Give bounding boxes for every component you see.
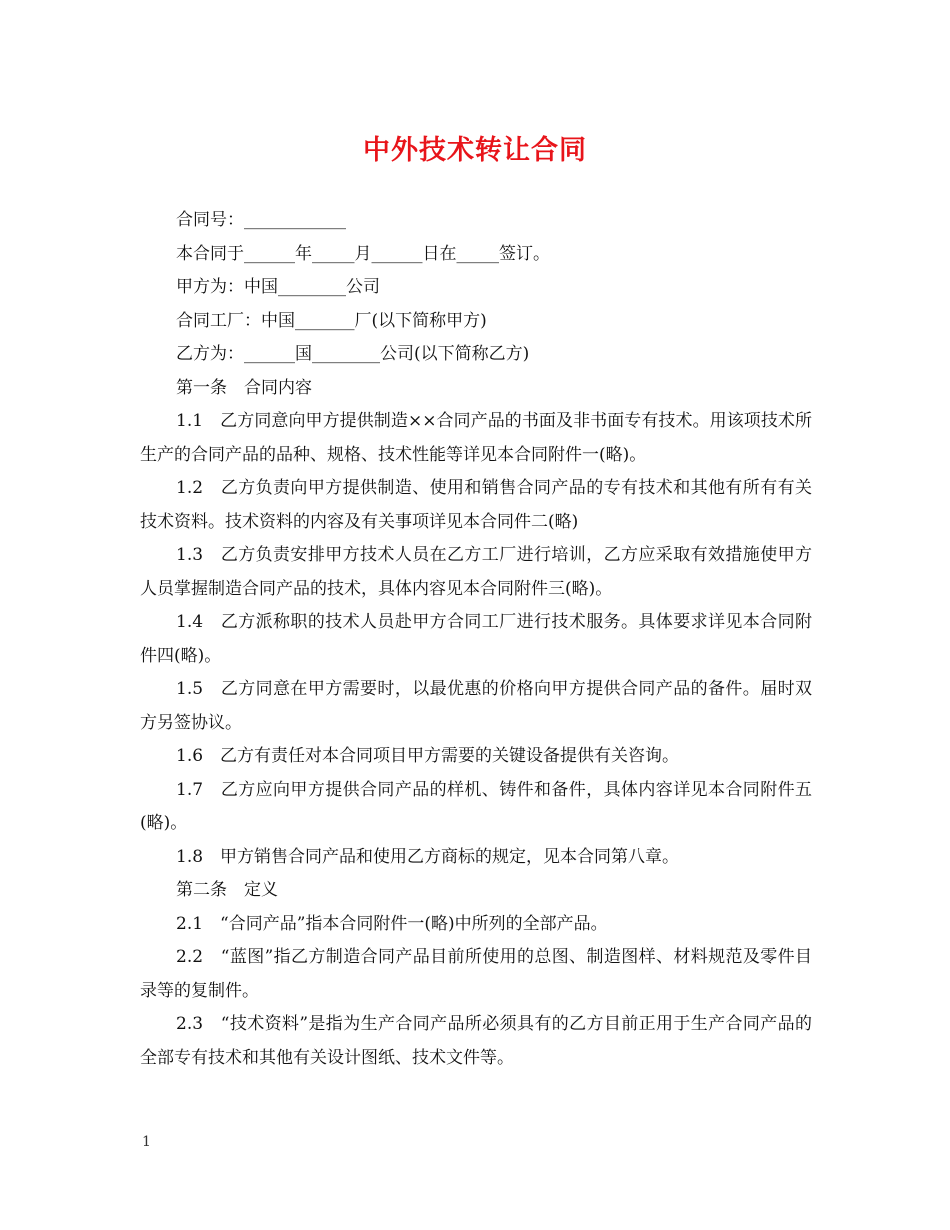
page-number: 1 (142, 1134, 151, 1150)
contract-factory-line: 合同工厂：中国_______厂(以下简称甲方) (176, 310, 487, 331)
clause-2-3: 2.3 “技术资料”是指为生产合同产品所必须具有的乙方目前正用于生产合同产品的全部专有技术和其他有关设计图纸、技术文件等。 (140, 1014, 812, 1068)
clause-1-1: 1.1 乙方同意向甲方提供制造××合同产品的书面及非书面专有技术。用该项技术所生产的合同产品的品种、规格、技术性能等详见本合同附件一(略)。 (140, 411, 812, 465)
party-a-line: 甲方为：中国________公司 (176, 277, 380, 297)
clause-1-7: 1.7 乙方应向甲方提供合同产品的样机、铸件和备件，具体内容详见本合同附件五(略)。 (140, 779, 812, 833)
clause-1-4: 1.4 乙方派称职的技术人员赴甲方合同工厂进行技术服务。具体要求详见本合同附件四(略)。 (140, 612, 812, 666)
party-b-line: 乙方为：______国________公司(以下简称乙方) (176, 344, 530, 364)
clause-2-2: 2.2 “蓝图”指乙方制造合同产品目前所使用的总图、制造图样、材料规范及零件目录等的复制件。 (140, 947, 812, 1001)
clause-2-1: 2.1 “合同产品”指本合同附件一(略)中所列的全部产品。 (176, 913, 608, 934)
document-body (140, 204, 812, 1075)
clause-1-6: 1.6 乙方有责任对本合同项目甲方需要的关键设备提供有关咨询。 (176, 746, 680, 766)
contract-number-line: 合同号：____________ (176, 210, 346, 230)
article-2-heading: 第二条 定义 (176, 880, 278, 900)
clause-1-3: 1.3 乙方负责安排甲方技术人员在乙方工厂进行培训，乙方应采取有效措施使甲方人员掌握制造合同产品的技术，具体内容见本合同附件三(略)。 (140, 545, 812, 599)
clause-1-8: 1.8 甲方销售合同产品和使用乙方商标的规定，见本合同第八章。 (176, 846, 680, 867)
clause-1-5: 1.5 乙方同意在甲方需要时，以最优惠的价格向甲方提供合同产品的备件。届时双方另签协议。 (140, 679, 812, 733)
article-1-heading: 第一条 合同内容 (176, 377, 312, 398)
document-title: 中外技术转让合同 (363, 135, 587, 166)
signing-date-line: 本合同于______年_____月______日在_____签订。 (176, 243, 550, 264)
clause-1-2: 1.2 乙方负责向甲方提供制造、使用和销售合同产品的专有技术和其他有所有有关技术资料。技术资料的内容及有关事项详见本合同件二(略) (140, 478, 812, 532)
